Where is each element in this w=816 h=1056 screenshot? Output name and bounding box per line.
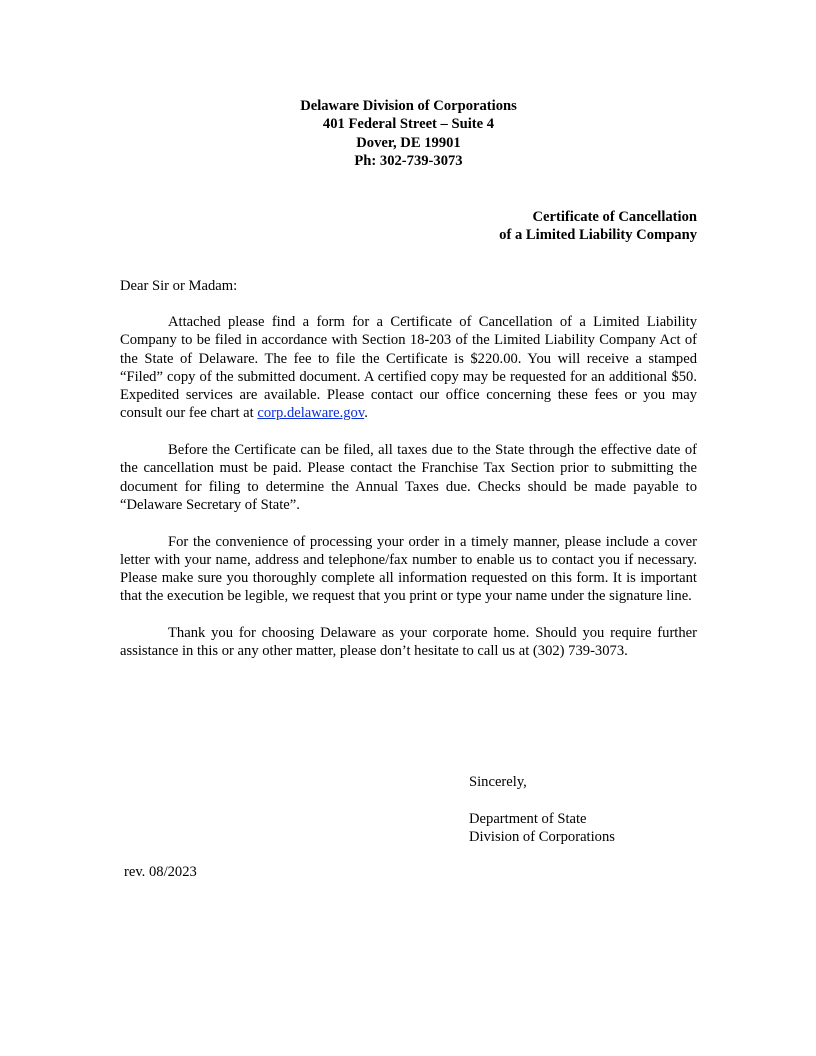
paragraph-thank-you: Thank you for choosing Delaware as your corporate home. Should you require further assistance in this or any other matter, please don’t hesitate to call us at (302) 739-3073. [120,625,697,660]
paragraph-taxes: Before the Certificate can be filed, all taxes due to the State through the effective date of the cancellation must be paid. Please contact the Franchise Tax Section prior to submitting the document for filing to determine the Annual Taxes due. Checks should be made payable to “Delaware Secretary of State”. [120,442,697,513]
document-title-line-1: Certificate of Cancellation [532,209,697,225]
fee-chart-link[interactable]: corp.delaware.gov [257,405,365,422]
document-title [120,208,697,245]
letterhead-phone: Ph: 302-739-3073 [354,152,463,169]
signer-line-1: Department of State [469,810,587,827]
letterhead-org: Delaware Division of Corporations [300,98,517,114]
valediction: Sincerely, [469,774,527,790]
letterhead-address-line-2: Dover, DE 19901 [356,134,461,151]
paragraph-processing: For the convenience of processing your order in a timely manner, please include a cover letter with your name, address and telephone/fax number to enable us to contact you if necessary. Please make sure you thoroughly complete all information requested on this form. It is important that the execution be legible, we request that you print or type your name under the signature line. [120,533,697,605]
signer-line-2: Division of Corporations [469,828,615,845]
letterhead [120,97,697,170]
letter-body [120,313,697,679]
paragraph-fee-info-end: . [364,405,368,422]
salutation: Dear Sir or Madam: [120,278,238,294]
closing-block [469,773,615,846]
paragraph-fee-info [120,313,697,423]
revision-date: rev. 08/2023 [124,864,197,880]
document-title-line-2: of a Limited Liability Company [499,227,697,244]
closing-spacer [469,791,615,809]
letterhead-address-line-1: 401 Federal Street – Suite 4 [322,116,495,133]
paragraph-fee-info-text: Attached please find a form for a Certificate of Cancellation of a Limited Liability Company to be filed in accordance with Section 18-203 of the Limited Liability Company Act of the State of Delaware. The fee to file the Certificate is $220.00. You will receive a stamped “Filed” copy of the submitted document. A certified copy may be requested for an additional $50. Expedited services are available. Please contact our office concerning these fees or you may consult our fee chart at [120,314,697,422]
